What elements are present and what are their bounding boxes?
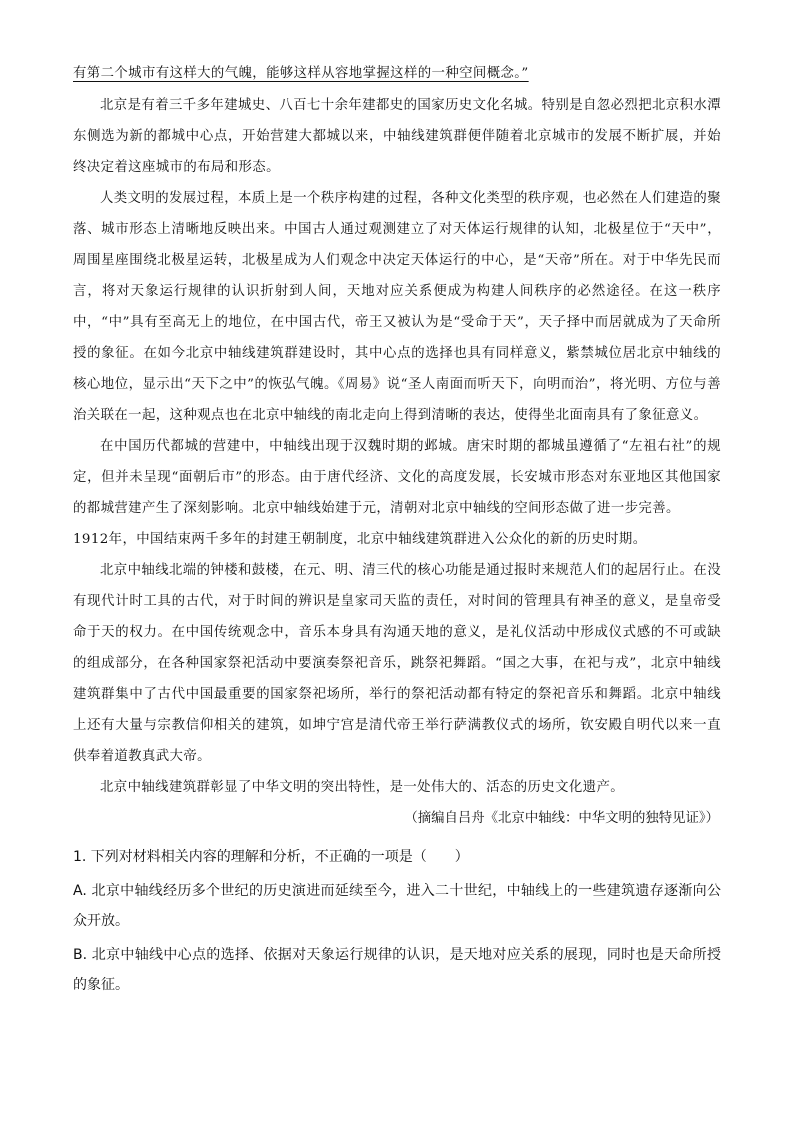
option-b: B. 北京中轴线中心点的选择、依据对天象运行规律的认识，是天地对应关系的展现，同时也是天命所授的象征。 <box>73 947 721 993</box>
passage-paragraph-5: 北京中轴线北端的钟楼和鼓楼，在元、明、清三代的核心功能是通过报时来规范人们的起居行止。在没有现代计时工具的古代，对于时间的辨识是皇家司天监的责任，对时间的管理具有神圣的意义，是皇帝受命于天的权力。在中国传统观念中，音乐本身具有沟通天地的意义，是礼仪活动中形成仪式感的不可或缺的组成部分，在各种国家祭祀活动中要演奏祭祀音乐，跳祭祀舞蹈。“国之大事，在祀与戎”，北京中轴线建筑群集中了古代中国最重要的国家祭祀场所，举行的祭祀活动都有特定的祭祀音乐和舞蹈。北京中轴线上还有大量与宗教信仰相关的建筑，如坤宁宫是清代帝王举行萨满教仪式的场所，钦安殿自明代以来一直供奉着道教真武大帝。 <box>73 563 721 764</box>
passage-paragraph-1: 北京是有着三千多年建城史、八百七十余年建都史的国家历史文化名城。特别是自忽必烈把北京积水潭东侧选为新的都城中心点，开始营建大都城以来，中轴线建筑群便伴随着北京城市的发展不断扩展，并始终决定着这座城市的布局和形态。 <box>73 98 721 175</box>
question-stem: 1. 下列对材料相关内容的理解和分析，不正确的一项是（ ） <box>73 849 469 865</box>
passage-paragraph-2: 人类文明的发展过程，本质上是一个秩序构建的过程，各种文化类型的秩序观，也必然在人们建造的聚落、城市形态上清晰地反映出来。中国古人通过观测建立了对天体运行规律的认知，北极星位于“天中”，周围星座围绕北极星运转，北极星成为人们观念中决定天体运行的中心，是“天帝”所在。对于中华先民而言，将对天象运行规律的认识折射到人间，天地对应关系便成为构建人间秩序的必然途径。在这一秩序中，“中”具有至高无上的地位，在中国古代，帝王又被认为是“受命于天”，天子择中而居就成为了天命所授的象征。在如今北京中轴线建筑群建设时，其中心点的选择也具有同样意义，紫禁城位居北京中轴线的核心地位，显示出“天下之中”的恢弘气魄。《周易》说“圣人南面而听天下，向明而治”，将光明、方位与善治关联在一起，这种观点也在北京中轴线的南北走向上得到清晰的表达，使得坐北面南具有了象征意义。 <box>73 191 721 423</box>
passage-paragraph-4: 1912年，中国结束两千多年的封建王朝制度，北京中轴线建筑群进入公众化的新的历史时期。 <box>73 532 647 547</box>
passage-first-line: 有第二个城市有这样大的气魄，能够这样从容地掌握这样的一种空间概念。” <box>73 66 529 81</box>
option-a: A. 北京中轴线经历多个世纪的历史演进而延续至今，进入二十世纪，中轴线上的一些建筑遗存逐渐向公众开放。 <box>73 883 721 929</box>
passage-paragraph-3: 在中国历代都城的营建中，中轴线出现于汉魏时期的邺城。唐宋时期的都城虽遵循了“左祖右社”的规定，但并未呈现“面朝后市”的形态。由于唐代经济、文化的高度发展，长安城市形态对东亚地区其他国家的都城营建产生了深刻影响。北京中轴线始建于元，清朝对北京中轴线的空间形态做了进一步完善。 <box>73 439 721 516</box>
passage-source: （摘编自吕舟《北京中轴线：中华文明的独特见证》） <box>404 811 719 826</box>
document-page <box>73 62 721 1000</box>
passage-paragraph-6: 北京中轴线建筑群彰显了中华文明的突出特性，是一处伟大的、活态的历史文化遗产。 <box>100 780 625 795</box>
